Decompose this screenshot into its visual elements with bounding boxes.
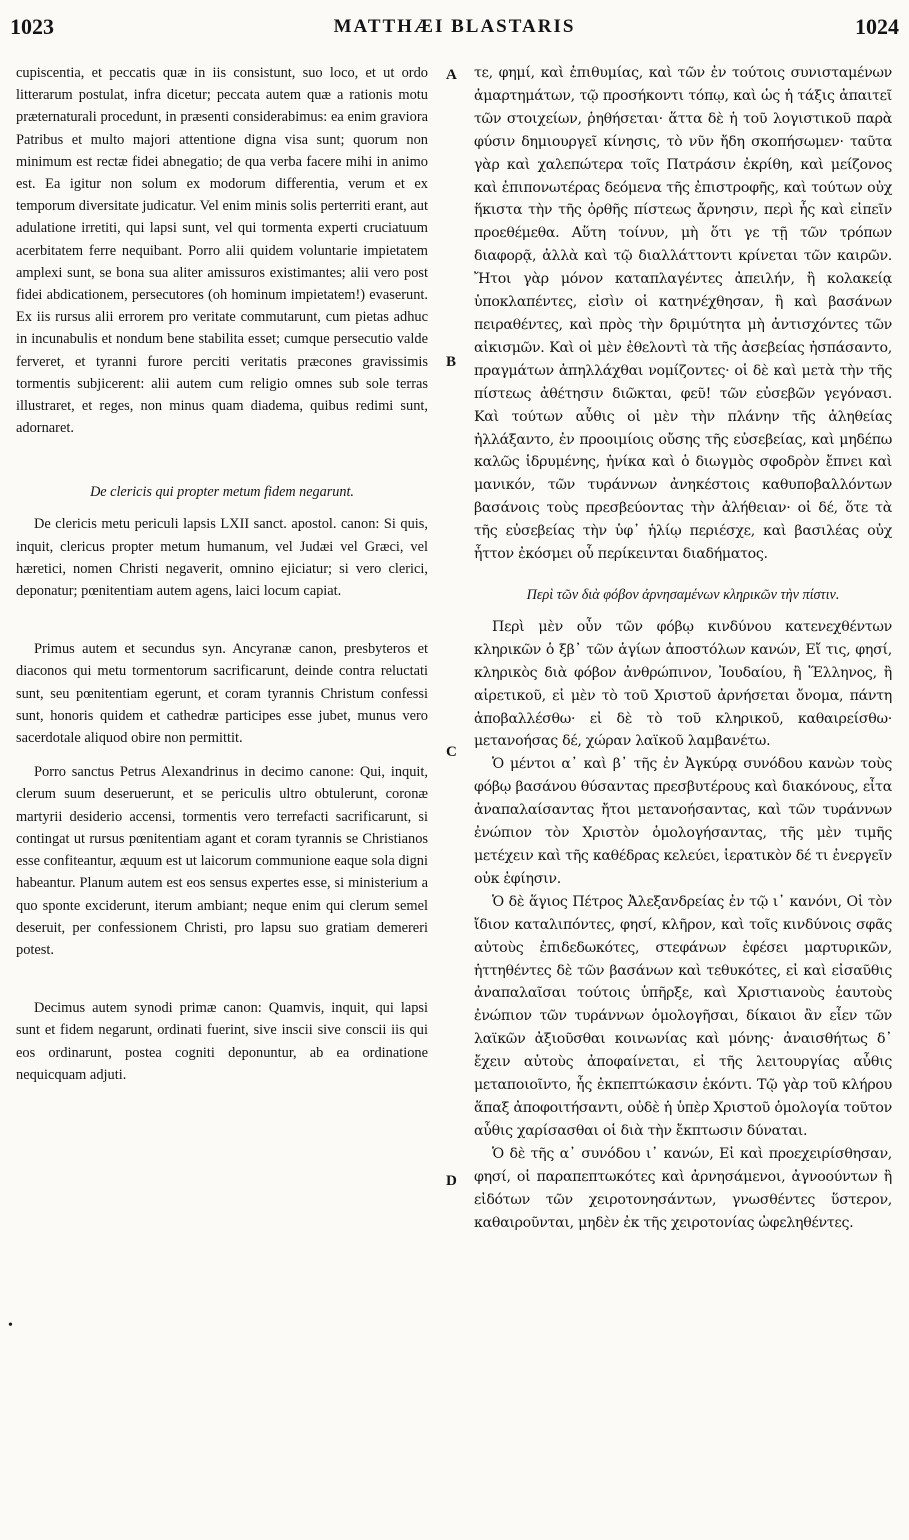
- latin-paragraph-5: Decimus autem synodi primæ canon: Quamvis, inquit, qui lapsi sunt et fidem negarunt, ordinati fuerint, sive inscii sive conscii iis qui eos ordinarunt, postea cogniti deponuntur, ab ea ordinatione nequicquam adjuti.: [16, 1000, 428, 1083]
- page-number-right: 1024: [855, 14, 899, 39]
- margin-marker-b: B: [446, 354, 457, 370]
- greek-paragraph-2: Περὶ μὲν οὖν τῶν φόβῳ κινδύνου κατενεχθέντων κληρικῶν ὁ ξβ᾽ τῶν ἁγίων ἀποστόλων κανών, Εἴ τις, φησί, κληρικὸς διὰ φόβον ἀνθρώπινον, Ἰουδαίου, ἢ Ἕλληνος, ἢ αἱρετικοῦ, εἰ μὲν τὸ τοῦ Χριστοῦ ἀρνήσεται ὄνομα, πάντη ἀποβαλλέσθω· εἰ δὲ τὸ τοῦ κληρικοῦ, καθαιρείσθω· μετανοήσας δέ, χώραν λαϊκοῦ λαμβανέτω.: [474, 618, 892, 750]
- greek-paragraph-4: Ὁ δὲ ἅγιος Πέτρος Ἀλεξανδρείας ἐν τῷ ι᾽ κανόνι, Οἱ τὸν ἴδιον καταλιπόντες, φησί, κλῆρον, καὶ τοῖς κινδύνοις σφᾶς αὐτοὺς ἐπιδεδωκότες, στεφάνων ἐφέσει μαρτυρικῶν, ἡττηθέντες δὲ τῶν βασάνων καὶ τεθυκότες, εἰ καὶ εἰσαῦθις ἀναπαλαῖσαι τούτοις ὑπῆρξε, καὶ Χριστιανοὺς ἑαυτοὺς ἐνώπιον τῶν τυράννων ὁμολογῆσαι, δίκαιοι ἂν εἶεν τῶν λαϊκῶν ἀξιοῦσθαι κοινωνίας καὶ μόνης· ἀναισθήτως δ᾽ ἔχειν αὐτοὺς ἀποφαίνεται, εἰ τῆς λειτουργίας αὖθις μεταποιοῖντο, ἧς ἐκπεπτώκασιν ἑκόντι. Τῷ γὰρ τοῦ κλήρου ἅπαξ ἀποφοιτήσαντι, οὐδὲ ἡ ὑπὲρ Χριστοῦ ὁμολογία τοῦτον αὖθις χαρίσασθαι οἱ διὰ τὴν ἔκπτωσιν δύναται.: [474, 893, 892, 1139]
- greek-paragraph-3: Ὁ μέντοι α᾽ καὶ β᾽ τῆς ἐν Ἀγκύρᾳ συνόδου κανὼν τοὺς φόβῳ βασάνου θύσαντας πρεσβυτέρους καὶ διακόνους, εἶτα ἀναπαλαίσαντας ἤτοι μετανοήσαντας, καὶ τῶν τυράννων ἐνώπιον τὸν Χριστὸν ὁμολογήσαντας, τῆς μὲν τιμῆς μετέχειν καὶ τῆς καθέδρας κελεύει, ἱερατικὸν δέ τι ἐνεργεῖν οὐκ ἐφίησιν.: [474, 756, 892, 887]
- margin-marker-c: C: [446, 744, 457, 760]
- page-header: [0, 6, 909, 40]
- page-number-left: 1023: [10, 14, 54, 39]
- latin-column: [16, 62, 428, 1522]
- running-title: MATTHÆI BLASTARIS: [333, 16, 576, 37]
- latin-section-heading: De clericis qui propter metum fidem negarunt.: [90, 484, 354, 501]
- margin-marker-d: D: [446, 1173, 457, 1189]
- greek-paragraph-1: τε, φημί, καὶ ἐπιθυμίας, καὶ τῶν ἐν τούτοις συνισταμένων ἁμαρτημάτων, τῷ προσήκοντι τόπῳ, καὶ ὡς ἡ τάξις ἀπαιτεῖ τῶν στοιχείων, ῥηθήσεται· ἅττα δὲ ἡ τοῦ λογιστικοῦ παρὰ φύσιν δημιουργεῖ κίνησις, τὸ νῦν ἤδη σκοπήσωμεν· ταῦτα γὰρ καὶ χαλεπώτερα τοῖς Πατράσιν ἐκρίθη, καὶ μείζονος καὶ ἐπιπονωτέρας δεόμενα τῆς ἐπιστροφῆς, καὶ τούτων οὐχ ἥκιστα τὴν τῆς ὀρθῆς πίστεως ἄρνησιν, περὶ ἧς καὶ εἰπεῖν προεθέμεθα. Αὕτη τοίνυν, μὴ ὅτι γε τῇ τῶν τρόπων διαφορᾷ, ἀλλὰ καὶ τῷ διαλλάττοντι κρίνεται τῶν καιρῶν. Ἤτοι γὰρ μόνον καταπλαγέντες ἀπειλήν, ἢ κολακείᾳ ὑποκλαπέντες, εἰσὶν οἱ κατηνέχθησαν, ἢ καὶ βασάνων πειραθέντες, καὶ πρὸς τὴν δριμύτητα μὴ ἀντισχόντες τῶν αἰκισμῶν. Καὶ οἱ μὲν ἐθελοντὶ τὰ τῆς ἀσεβείας ἠσπάσαντο, πραγμάτων ἀπηλλάχθαι νομίζοντες· οἱ δὲ καὶ μετὰ τὴν τῆς πίστεως ἀθέτησιν διῶκται, φεῦ! τῶν εὐσεβῶν γεγόνασι. Καὶ τούτων αὖθις οἱ μὲν τὴν πλάνην τῆς ἀληθείας ἠλλάξαντο, ἐν προοιμίοις οὔσης τῆς εὐσεβείας, καὶ μηδέπω καλῶς ἱδρυμένης, ἡνίκα καὶ ὁ διωγμὸς σφοδρὸν ἔπνει καὶ μανικόν, τῶν τυράννων ἀνηκέστοις καθυποβαλλόντων βασάνοις τοὺς πρεσβεύοντας τὴν ἀλήθειαν· οἱ δέ, ὅτε τὰ τῆς εὐσεβείας τὴν ὑφ᾽ ἡλίῳ περιέσχε, καὶ βασιλέας οὐχ ἧττον ἐκόσμει οὗ περίκεινται διαδήματος.: [474, 65, 892, 563]
- latin-paragraph-1: cupiscentia, et peccatis quæ in iis consistunt, suo loco, et ut ordo litterarum postulat, infra dicetur; peccata autem quæ a rationis motu præternaturali procedunt, in præsenti considerabimus: ea enim graviora Patribus et multo majori attentione digna visa sunt; quorum non minimum est rectæ fidei abnegatio; de qua verba facere mihi in animo est. Ea igitur non solum ex modorum differentia, verum et ex temporum diversitate judicatur. Vel enim minis solis perterriti erant, aut adulatione irretiti, qui lapsi sunt, vel qui tormenta experti cruciatuum acerbitatem ferre nequibant. Porro alii quidem voluntarie impietatem amplexi sunt, se bona sua aliter amissuros existimantes; alii vero post fidei abdicationem, persecutores (oh hominum impietatem!) evaserunt. Ex iis rursus alii errorem pro veritate commutarunt, cum pietas adhuc in incunabulis et nondum bene stabilita esset; cumque persecutio valde ferveret, et tyranni furore perciti veritatis præcones gravissimis tormentis subjicerent: alii autem cum religio omnes sub sole terras illustraret, et reges, non minus quam diadema, quibus redimi sunt, adornaret.: [16, 65, 428, 437]
- margin-marker-a: A: [446, 67, 457, 83]
- greek-section-heading: Περὶ τῶν διὰ φόβον ἀρνησαμένων κληρικῶν τὴν πίστιν.: [526, 586, 840, 603]
- latin-paragraph-3: Primus autem et secundus syn. Ancyranæ canon, presbyteros et diaconos qui metu tormentorum sacrificarunt, deinde contra reluctati sunt, seu pœnitentiam egerunt, et coram tyrannis Christum confessi sunt, honoris quidem et cathedræ participes esse jubet, munus vero sacerdotale aliquod obire non permittit.: [16, 641, 428, 747]
- latin-paragraph-4: Porro sanctus Petrus Alexandrinus in decimo canone: Qui, inquit, clerum suum deseruerunt, et se periculis ultro obtulerunt, coronæ martyrii desiderio accensi, tormentis vero terrefacti sacrificarunt, si contingat ut rursus pœnitentiam agant et coram tyrannis se Christianos esse confiteantur, æquum est ut laicorum communione eaque sola digni habeantur. Planum autem est eos sensus expertes esse, si ministerium a quo sponte exciderunt, iterum ambiant; neque enim qui clerum semel deseruit, per confessionem Christi, pro lapsu suo gratiam demereri potest.: [16, 764, 428, 958]
- greek-column: [474, 62, 892, 1522]
- latin-paragraph-2: De clericis metu periculi lapsis LXII sanct. apostol. canon: Si quis, inquit, clericus propter metum humanum, vel Judæi vel Græci, vel hæretici, nomen Christi negaverit, omnino ejiciatur; si vero clerici, deponatur; pœnitentiam autem agens, laici locum capiat.: [16, 516, 428, 600]
- margin-dot: •: [8, 1318, 13, 1333]
- greek-paragraph-5: Ὁ δὲ τῆς α᾽ συνόδου ι᾽ κανών, Εἰ καὶ προεχειρίσθησαν, φησί, οἱ παραπεπτωκότες καὶ ἀρνησάμενοι, ἀγνοούντων ἢ εἰδότων τῶν χειροτονησάντων, γνωσθέντες ὕστερον, καθαιροῦνται, μηδὲν ἐκ τῆς χειροτονίας ὠφεληθέντες.: [474, 1145, 892, 1231]
